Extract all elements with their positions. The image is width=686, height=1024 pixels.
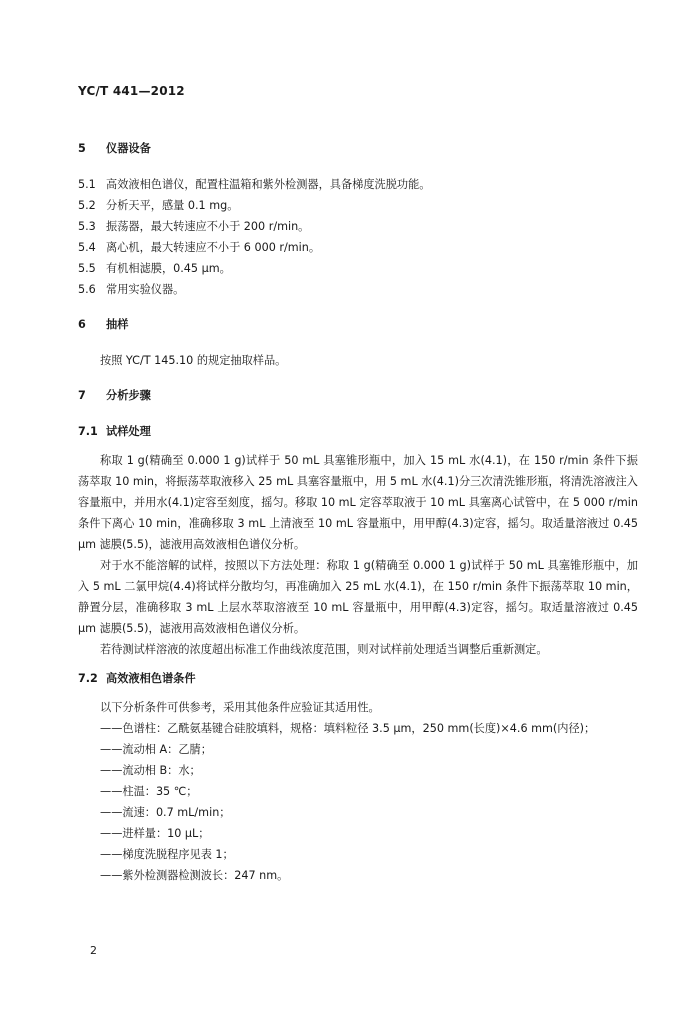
section-7-heading: 7 分析步骤 (78, 389, 151, 402)
section-7-2-heading: 7.2 高效液相色谱条件 (78, 672, 196, 685)
condition-mobile-phase-a: ——流动相 A：乙腈； (100, 743, 212, 756)
item-5-4: 5.4 离心机，最大转速应不小于 6 000 r/min。 (78, 241, 321, 254)
item-5-5: 5.5 有机相滤膜，0.45 μm。 (78, 262, 231, 275)
section-6-heading: 6 抽样 (78, 318, 129, 331)
section-5-heading (78, 138, 638, 159)
condition-flow-rate: ——流速：0.7 mL/min； (100, 806, 231, 819)
condition-injection-volume: ——进样量：10 μL； (100, 827, 210, 840)
section-6-text: 按照 YC/T 145.10 的规定抽取样品。 (100, 354, 287, 367)
section-7-1-heading: 7.1 试样处理 (78, 425, 151, 438)
section-5-number: 5 (78, 142, 86, 155)
condition-mobile-phase-b: ——流动相 B：水； (100, 764, 201, 777)
page-number: 2 (90, 944, 97, 957)
section-7-1-paragraph-3: 若待测试样溶液的浓度超出标准工作曲线浓度范围，则对试样前处理适当调整后重新测定。 (100, 643, 548, 656)
condition-column-temp: ——柱温：35 ℃； (100, 785, 198, 798)
section-7-2-intro: 以下分析条件可供参考，采用其他条件应验证其适用性。 (100, 701, 380, 714)
section-7-1-paragraph-1: 称取 1 g(精确至 0.000 1 g)试样于 50 mL 具塞锥形瓶中，加入 15 mL 水(4.1)，在 150 r/min 条件下振荡萃取 10 min，将振荡萃取液移入 25 mL 具塞容量瓶中，用 5 mL 水(4.1)分三次清洗锥形瓶，将清洗溶液注入容量瓶中，并用水(4.1)定容至刻度，摇匀。移取 10 mL 定容萃取液于 10 mL 具塞离心试管中，在 5 000 r/min 条件下离心 10 min，准确移取 3 mL 上清液至 10 mL 容量瓶中，用甲醇(4.3)定容，摇匀。取适量溶液过 0.45 μm 滤膜(5.5)，滤液用高效液相色谱仪分析。 (78, 454, 638, 551)
hplc-conditions-list (78, 718, 638, 886)
section-5-title: 仪器设备 (106, 142, 151, 155)
doc-body (78, 138, 638, 886)
item-5-1: 5.1 高效液相色谱仪，配置柱温箱和紫外检测器，具备梯度洗脱功能。 (78, 178, 431, 191)
item-5-3: 5.3 振荡器，最大转速应不小于 200 r/min。 (78, 220, 310, 233)
condition-gradient: ——梯度洗脱程序见表 1； (100, 848, 234, 861)
item-5-2: 5.2 分析天平，感量 0.1 mg。 (78, 199, 239, 212)
doc-id: YC/T 441—2012 (78, 84, 185, 98)
item-5-6: 5.6 常用实验仪器。 (78, 283, 185, 296)
condition-detection-wavelength: ——紫外检测器检测波长：247 nm。 (100, 869, 289, 882)
condition-column: ——色谱柱：乙酰氨基键合硅胶填料，规格：填料粒径 3.5 μm，250 mm(长度)×4.6 mm(内径)； (100, 722, 596, 735)
section-7-1-paragraph-2: 对于水不能溶解的试样，按照以下方法处理：称取 1 g(精确至 0.000 1 g)试样于 50 mL 具塞锥形瓶中，加入 5 mL 二氯甲烷(4.4)将试样分散均匀，再准确加入 25 mL 水(4.1)，在 150 r/min 条件下振荡萃取 10 min，静置分层，准确移取 3 mL 上层水萃取溶液至 10 mL 容量瓶中，用甲醇(4.3)定容，摇匀。取适量溶液过 0.45 μm 滤膜(5.5)，滤液用高效液相色谱仪分析。 (78, 559, 638, 635)
